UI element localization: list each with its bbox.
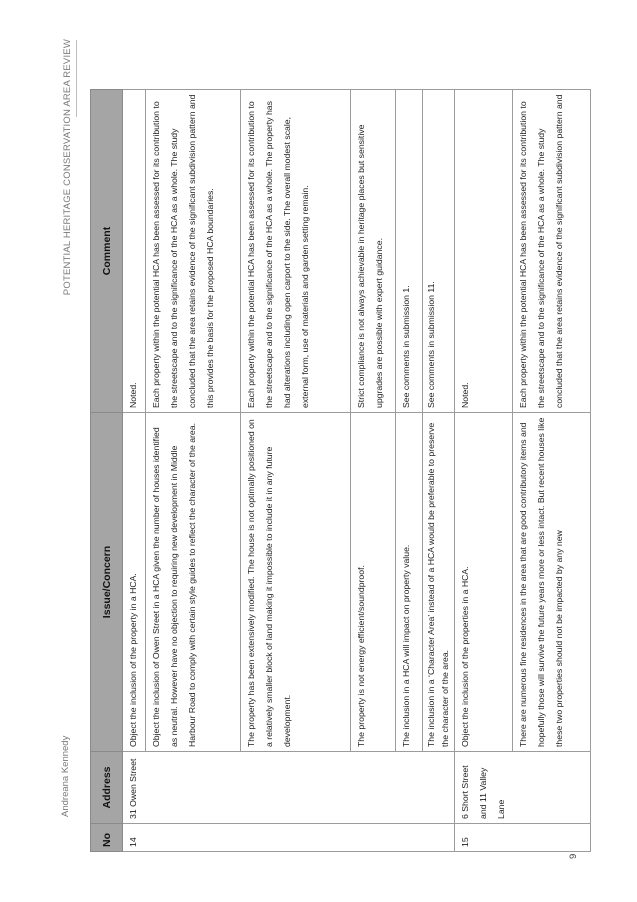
cell-no: 14	[123, 824, 146, 852]
column-header-comment: Comment	[91, 90, 123, 413]
cell-issue: There are numerous fine residences in the area that are good contributory items and hopefully those will survive the future years more or less intact. But recent houses like these two properties should not be impacted by any new	[512, 413, 590, 752]
header-rule	[76, 40, 77, 117]
cell-no: 15	[455, 824, 513, 852]
header-author: Andreana Kennedy	[60, 735, 71, 817]
cell-issue: The inclusion in a HCA will impact on property value.	[396, 413, 423, 752]
header-title: POTENTIAL HERITAGE CONSERVATION AREA REVIEW	[62, 39, 73, 296]
cell-comment: Noted.	[455, 90, 513, 413]
cell-no	[512, 824, 590, 852]
cell-comment: Noted.	[123, 90, 146, 413]
cell-no	[423, 824, 455, 852]
column-header-no: No	[91, 824, 123, 852]
column-header-issue: Issue/Concern	[91, 413, 123, 752]
cell-comment: Each property within the potential HCA has been assessed for its contribution to the streetscape and to the significance of the HCA as a whole. The study concluded that the area retains evidence of the significant subdivision pattern and this provides the basis for the proposed HCA boundaries.	[146, 90, 241, 413]
cell-comment: See comments in submission 11.	[423, 90, 455, 413]
cell-issue: Object the inclusion of the property in a HCA.	[123, 413, 146, 752]
cell-address	[512, 752, 590, 824]
cell-address	[241, 752, 351, 824]
cell-no	[396, 824, 423, 852]
cell-no	[146, 824, 241, 852]
cell-comment: See comments in submission 1.	[396, 90, 423, 413]
table-header-row	[91, 90, 123, 852]
cell-issue: The property has been extensively modified. The house is not optimally positioned on a relatively smaller block of land making it impossible to include it in any future development.	[241, 413, 351, 752]
cell-issue: The property is not energy efficient/soundproof.	[351, 413, 396, 752]
cell-address: 31 Owen Street	[123, 752, 146, 824]
cell-address	[396, 752, 423, 824]
column-header-address: Address	[91, 752, 123, 824]
table-row	[455, 90, 513, 852]
cell-address	[146, 752, 241, 824]
cell-comment: Each property within the potential HCA has been assessed for its contribution to the streetscape and to the significance of the HCA as a whole. The study concluded that the area retains evidence of the significant subdivision pattern and	[512, 90, 590, 413]
table-row	[146, 90, 241, 852]
table-row	[351, 90, 396, 852]
table-row	[512, 90, 590, 852]
cell-issue: Object the inclusion of the properties in a HCA.	[455, 413, 513, 752]
page-number: 9	[568, 853, 579, 859]
cell-address	[423, 752, 455, 824]
cell-issue: The inclusion in a ‘Character Area’ instead of a HCA would be preferable to preserve the character of the area.	[423, 413, 455, 752]
submissions-table	[90, 89, 591, 852]
cell-address: 6 Short Street and 11 Valley Lane	[455, 752, 513, 824]
cell-comment: Each property within the potential HCA has been assessed for its contribution to the streetscape and to the significance of the HCA as a whole. The property has had alterations including open carport to the side. The overall modest scale, external form, use of materials and garden setting remain.	[241, 90, 351, 413]
table-row	[241, 90, 351, 852]
cell-no	[241, 824, 351, 852]
table-row	[396, 90, 423, 852]
cell-no	[351, 824, 396, 852]
table-row	[123, 90, 146, 852]
cell-address	[351, 752, 396, 824]
cell-issue: Object the inclusion of Owen Street in a HCA given the number of houses identified as neutral. However have no objection to requiring new development in Middle Harbour Road to comply with certain style guides to reflect the character of the area.	[146, 413, 241, 752]
cell-comment: Strict compliance is not always achievable in heritage places but sensitive upgrades are possible with expert guidance.	[351, 90, 396, 413]
table-row	[423, 90, 455, 852]
